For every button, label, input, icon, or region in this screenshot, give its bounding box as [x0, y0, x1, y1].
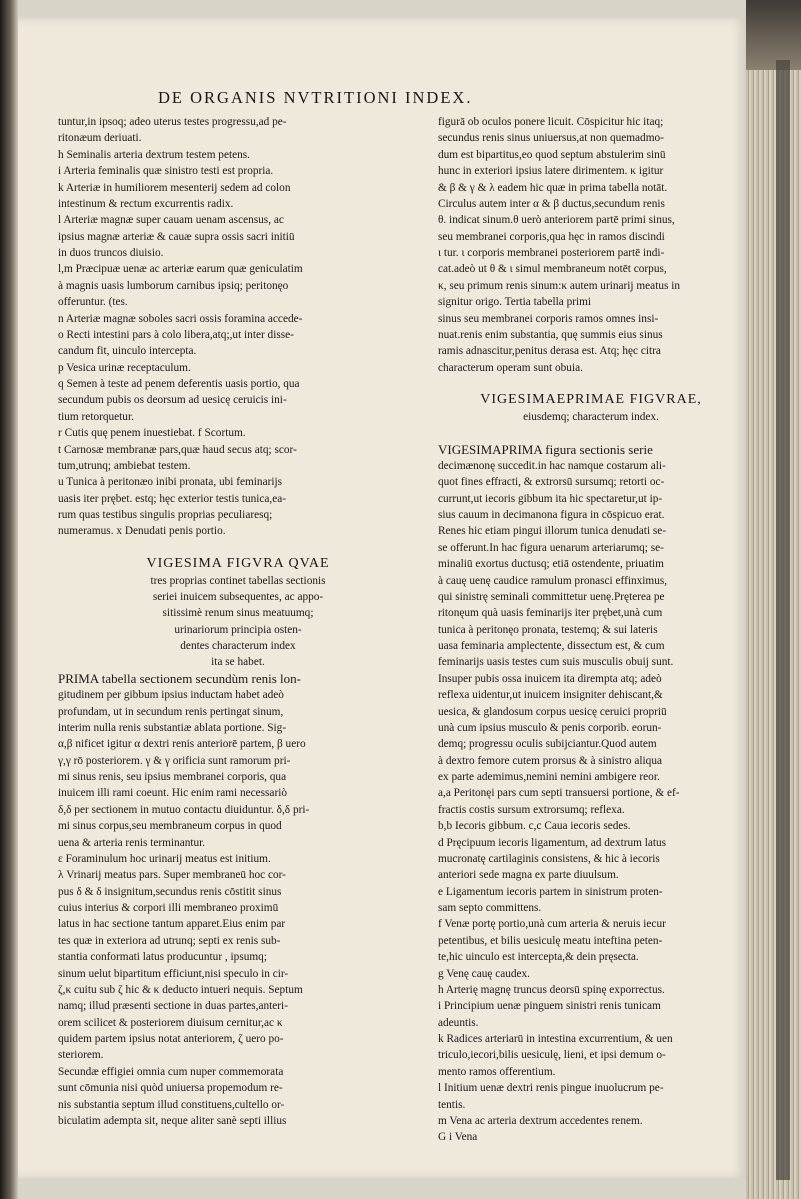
text-line: i Principium uenæ pinguem sinistri renis tunicam [438, 1000, 661, 1013]
page-edges [746, 0, 801, 1199]
text-line: r Cutis quę penem inuestiebat. f Scortum. [58, 427, 246, 440]
text-line: sinum uelut bipartitum efficiunt,nisi speculo in cir- [58, 967, 289, 980]
text-line: l Arteriæ magnæ super cauam uenam ascensus, ac [58, 214, 284, 227]
text-line: triculo,iecori,bilis uesiculę, lieni, et ipsi demum o- [438, 1049, 666, 1062]
text-line: sius cauum in decimanona figura in cōspicuo erat. [438, 509, 665, 521]
text-line: ε Foraminulum hoc urinarij meatus est initium. [58, 852, 271, 865]
text-line: adeuntis. [438, 1016, 479, 1029]
text-line: t Carnosæ membranæ pars,quæ haud secus atq; scor- [58, 443, 297, 456]
text-line: urinariorum principia osten- [174, 623, 302, 636]
text-line [58, 540, 418, 556]
text-line: intestinum & rectum excurrentis radix. [58, 197, 234, 210]
text-line: & β & γ & λ eadem hic quæ in prima tabella notāt. [438, 181, 668, 194]
text-line: demq; progressu oculis subijciantur.Quod autem [438, 738, 657, 751]
text-line: reflexa uidentur,ut inuicem insigniter dehiscant,& [438, 689, 663, 702]
text-line: tres proprias continet tabellas sectionis [150, 574, 326, 587]
text-line: cat.adeò ut θ & ι simul membraneum notēt corpus, [438, 263, 667, 276]
text-line: k Radices arteriarū in intestina excurrentium, & uen [438, 1033, 673, 1045]
text-line: mucronatę cartilaginis consistens, & hic à iecoris [438, 852, 660, 865]
text-line: mento ramos offerentium. [438, 1065, 556, 1078]
text-line: se offerunt.In hac figura uenarum arteriarumq; se- [438, 541, 664, 554]
text-line: tentis. [438, 1098, 466, 1111]
text-line: Insuper pubis ossa inuicem ita dirempta atq; adeò [438, 672, 662, 685]
text-line: uasis iter prębet. estq; hęc exterior testis tunica,ea- [58, 492, 287, 505]
text-line: nis substantia septum illud constituens,cultello or- [58, 1098, 285, 1111]
text-line: hunc in exteriori ipsius latere dirimentem. κ igitur [438, 165, 664, 178]
text-line: λ Vrinarij meatus pars. Super membraneū hoc cor- [58, 869, 286, 882]
page-edge-shadow [746, 0, 801, 70]
text-line: feminarijs uasis testes cum suis musculis obuij sunt. [438, 656, 674, 669]
text-line: unà cum ipsius musculo & penis corporib. eorun- [438, 721, 662, 734]
text-line: θ. indicat sinum.θ uerò anteriorem partē primi sinus, [438, 214, 675, 227]
text-line: mi sinus corpus,seu membraneum corpus in quod [58, 820, 282, 833]
text-line: petentibus, et bilis uesiculę meatu inteftina peten- [438, 934, 663, 947]
text-line: uasa feminaria amplectente, dissectum est, & cum [438, 640, 665, 652]
text-line: à dextro femore cutem prorsus & à sinistro aliqua [438, 754, 662, 767]
text-line: ι tur. ι corporis membranei posteriorem partē indi- [438, 247, 665, 259]
text-line: VIGESIMAEPRIMAE FIGVRAE, [480, 392, 702, 408]
text-line: inuicem illi rami coeunt. Hic enim rami necessariò [58, 787, 287, 800]
text-line: candum fit, uinculo intercepta. [58, 345, 197, 358]
text-line: uesica, & glandosum corpus uesicę ceruici propriū [438, 705, 667, 718]
text-line: anteriori sede magna ex parte diuulsum. [438, 869, 619, 882]
text-line: h Seminalis arteria dextrum testem petens. [58, 148, 250, 161]
text-line: gitudinem per gibbum ipsius inductam habet adeò [58, 689, 284, 702]
text-line: profundam, ut in secundum renis pertingat sinum, [58, 705, 284, 718]
text-line: q Semen à teste ad penem deferentis uasis portio, qua [58, 378, 300, 390]
text-line: e Ligamentum iecoris partem in sinistrum proten- [438, 885, 663, 898]
text-line: Secundæ effigiei omnia cum nuper commemorata [58, 1065, 284, 1078]
text-line [438, 376, 744, 392]
text-line: G i Vena [438, 1131, 478, 1144]
text-line: eiusdemq; characterum index. [523, 410, 659, 423]
text-line: rum quas testibus singulis proprias peculiaresq; [58, 509, 273, 521]
text-line: Circulus autem inter α & β ductus,secundum renis [438, 197, 665, 210]
text-line: Renes hic etiam pingui illorum tunica denudati se- [438, 525, 667, 538]
text-line: dum est bipartitus,eo quod septum abstulerim sinū [438, 148, 666, 161]
text-line: sitissimè renum sinus meatuumq; [162, 607, 314, 620]
text-line: tunica à peritonęo pronata, testemq; & sui lateris [438, 623, 658, 636]
text-line: δ,δ per sectionem in mutuo contactu diuiduntur. δ,δ pri- [58, 803, 310, 816]
text-line: secundum pubis os deorsum ad uesicę ceruicis ini- [58, 394, 287, 407]
text-line: κ, seu primum renis sinum:κ autem urinarij meatus in [438, 279, 680, 292]
text-line: offeruntur. (tes. [58, 296, 128, 309]
text-line: ζ,κ cuitu sub ζ hic & κ deducto intueri nequis. Septum [58, 983, 303, 996]
right-column [438, 114, 744, 1146]
text-line: à magnis uasis lumborum carnibus ipsiq; peritonęo [58, 279, 289, 292]
text-line: sam septo committens. [438, 902, 542, 914]
text-line: quot fines effracti, & extrorsū sursumq; retorti oc- [438, 476, 665, 489]
text-line: k Arteriæ in humiliorem mesenterij sedem ad colon [58, 181, 291, 194]
text-line: ritonęum quà uasis feminarijs iter prębet,unà cum [438, 607, 663, 620]
text-line: seu membranei corporis,qua hęc in ramos discindi [438, 230, 665, 243]
text-line: VIGESIMA FIGVRA QVAE [146, 556, 330, 572]
text-line: α,β nificet igitur α dextri renis anteriorē partem, β uero [58, 738, 306, 751]
text-line: g Venę cauę caudex. [438, 967, 531, 980]
text-line: signitur origo. Tertia tabella primi [438, 296, 592, 309]
text-line: mi sinus renis, seu ipsius membranei corporis, qua [58, 771, 287, 783]
text-line: ritonæum deriuati. [58, 132, 142, 145]
text-line: currunt,ut iecoris gibbum ita hic spectaretur,ut ip- [438, 492, 663, 505]
running-head: DE ORGANIS NVTRITIONI INDEX. [158, 88, 473, 107]
text-line: namq; illud præsenti sectione in duas partes,anteri- [58, 1000, 288, 1013]
text-line: i Arteria feminalis quæ sinistro testi est propria. [58, 165, 274, 178]
text-line: ipsius magnæ arteriæ & cauæ supra ossis sacri initiū [58, 230, 295, 243]
text-line: tium retorquetur. [58, 410, 134, 423]
text-line: quidem partem ipsius notat anteriorem, ζ uero po- [58, 1033, 284, 1045]
text-line: γ,γ rō posteriorem. γ & γ orificia sunt ramorum pri- [58, 754, 291, 767]
text-line: à cauę uenę caudice ramulum pronasci effinximus, [438, 574, 668, 587]
text-line: characterum operam sunt obuia. [438, 361, 583, 374]
text-line: tum,utrunq; ambiebat testem. [58, 459, 191, 472]
text-line: sinus seu membranei corporis ramos omnes insi- [438, 312, 659, 325]
text-line: seriei inuicem subsequentes, ac appo- [152, 590, 324, 603]
text-line: ita se habet. [211, 656, 265, 669]
left-column [58, 114, 418, 1129]
text-line: o Recti intestini pars à colo libera,atq;,ut inter disse- [58, 328, 294, 341]
text-line: u Tunica à peritonæo inibi pronata, ubi feminarijs [58, 476, 283, 489]
text-line: p Vesica urinæ receptaculum. [58, 361, 191, 374]
text-line: in duos truncos diuisio. [58, 247, 164, 259]
text-line: VIGESIMAPRIMA figura sectionis serie [438, 441, 653, 457]
text-line: tuntur,in ipsoq; adeo uterus testes progressu,ad pe- [58, 116, 287, 128]
text-line: qui sinistrę seminali committetur uenę.Pręterea pe [438, 590, 665, 603]
text-line: figurā ob oculos ponere licuit. Cōspicitur hic itaq; [438, 116, 664, 128]
text-line: dentes characterum index [180, 640, 296, 652]
text-line: fractis costis sursum extrorsumq; reflexa. [438, 803, 625, 816]
text-line: secundus renis sinus uniuersus,at non quemadmo- [438, 132, 664, 145]
text-line: te,hic uinculo est intercepta,& dein pręsecta. [438, 951, 639, 964]
text-line: biculatim adempta sit, neque aliter sanè septi illius [58, 1114, 287, 1127]
text-line: ex parte ademimus,nemini nemini ambigere reor. [438, 771, 660, 783]
text-line: b,b Iecoris gibbum. c,c Caua iecoris sedes. [438, 820, 631, 833]
text-line: tes quæ in exteriora ad utrunq; septi ex renis sub- [58, 934, 281, 947]
book-spine [0, 0, 18, 1199]
text-line: a,a Peritonęi pars cum septi transuersi portione, & ef- [438, 787, 680, 800]
text-line: interim nulla renis substantiæ ablata portione. Sig- [58, 721, 287, 734]
text-line: h Arterię magnę truncus deorsū spinę exporrectus. [438, 983, 665, 996]
text-line: minaliū exortus ductusq; etiā ostendente, priuatim [438, 558, 664, 571]
page-edge-strip [776, 60, 790, 1180]
text-line: numeramus. x Denudati penis portio. [58, 525, 226, 538]
text-line: uena & arteria renis terminantur. [58, 836, 206, 849]
text-line: sunt cōmunia nisi quòd uniuersa propemodum re- [58, 1082, 283, 1095]
text-line: d Pręcipuum iecoris ligamentum, ad dextrum latus [438, 836, 667, 849]
text-line: n Arteriæ magnæ soboles sacri ossis foramina accede- [58, 312, 303, 325]
text-line: stantia conformati latus producuntur , ipsumq; [58, 951, 267, 964]
text-line: PRIMA tabella sectionem secundùm renis lon- [58, 670, 301, 686]
text-line: cuius interius & corpori illi membraneo proximū [58, 902, 279, 914]
text-line: ramis adnascitur,penitus derasa est. Atq; hęc citra [438, 345, 661, 358]
text-line: f Venæ portę portio,unà cum arteria & neruis iecur [438, 918, 666, 931]
text-line: m Vena ac arteria dextrum accedentes renem. [438, 1114, 643, 1127]
text-line: decimænonę succedit.in hac namque costarum ali- [438, 459, 666, 472]
text-line: l Initium uenæ dextri renis pingue inuolucrum pe- [438, 1082, 664, 1095]
text-line: latus in hac sectione tantum apparet.Eius enim par [58, 918, 286, 931]
text-line: l,m Præcipuæ uenæ ac arteriæ earum quæ geniculatim [58, 263, 303, 276]
text-line: nuat.renis enim substantia, quę summis eius sinus [438, 328, 663, 341]
text-line: pus δ & δ insignitum,secundus renis cōstitit sinus [58, 885, 282, 898]
text-line: orem scilicet & posteriorem diuisum cernitur,ac κ [58, 1016, 283, 1029]
text-line: steriorem. [58, 1049, 104, 1062]
text-line [438, 425, 744, 441]
